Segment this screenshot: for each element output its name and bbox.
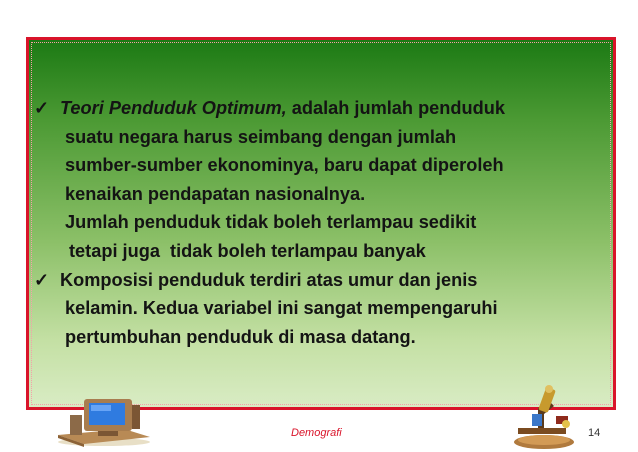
slide-content xyxy=(34,94,574,351)
checkmark-icon: ✓ xyxy=(34,98,50,118)
checkmark-icon: ✓ xyxy=(34,269,50,290)
bullet-2-first-line: Komposisi penduduk terdiri atas umur dan jenis xyxy=(60,269,478,290)
bullet-1-line-4: kenaikan pendapatan nasionalnya. xyxy=(65,183,366,204)
bullet-1-line-3: sumber-sumber ekonominya, baru dapat diperoleh xyxy=(65,155,504,176)
bullet-1 xyxy=(34,94,574,266)
microscope-icon xyxy=(508,384,588,450)
bullet-1-line-1 xyxy=(34,94,574,123)
bullet-1-line-6: tetapi juga tidak boleh terlampau banyak xyxy=(69,240,426,261)
computer-icon xyxy=(54,395,154,447)
bullet-1-line-2: suatu negara harus seimbang dengan jumlah xyxy=(65,126,457,147)
bullet-2 xyxy=(34,266,574,352)
bullet-2-line-1 xyxy=(34,266,574,295)
footer-title: Demografi xyxy=(291,427,342,439)
bullet-2-line-3: pertumbuhan penduduk di masa datang. xyxy=(65,326,416,347)
page-number: 14 xyxy=(588,427,601,439)
bullet-2-line-2: kelamin. Kedua variabel ini sangat mempengaruhi xyxy=(65,298,498,319)
bullet-1-title: Teori Penduduk Optimum, xyxy=(60,98,287,118)
bullet-1-line-5: Jumlah penduduk tidak boleh terlampau sedikit xyxy=(65,212,477,233)
bullet-1-first-line: adalah jumlah penduduk xyxy=(286,98,505,118)
